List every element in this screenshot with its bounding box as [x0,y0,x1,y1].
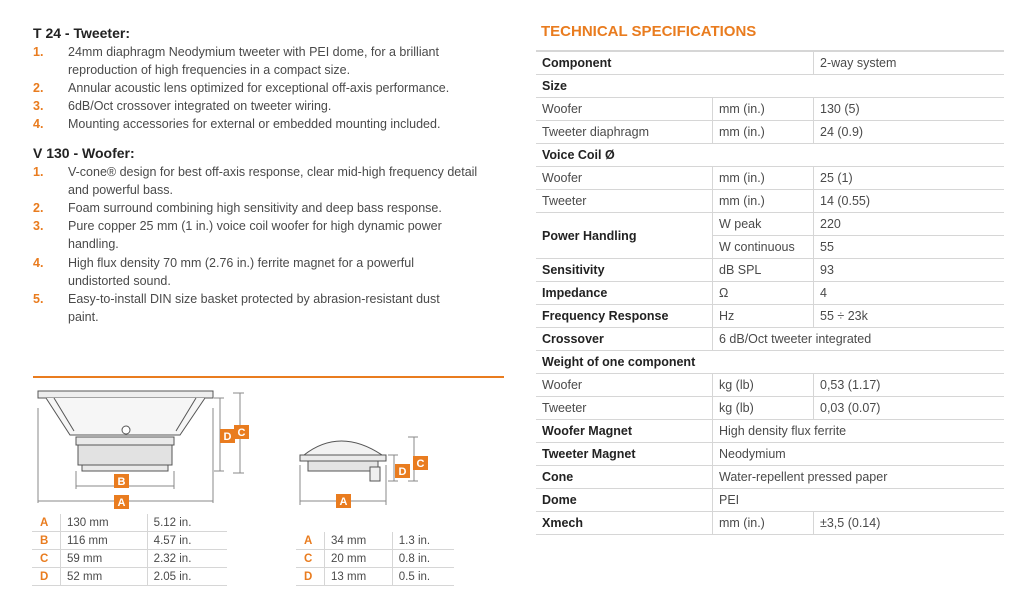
spec-value: 24 (0.9) [814,121,1005,144]
spec-unit: W peak [713,213,814,236]
dim-in: 5.12 in. [147,514,227,532]
table-row [536,75,1004,98]
list-item [33,115,503,133]
list-number: 2. [33,81,44,95]
dim-mm: 52 mm [61,568,148,586]
woofer-dimension-drawing [30,385,255,510]
spec-unit: Ω [713,282,814,305]
spec-value: 130 (5) [814,98,1005,121]
list-text: Foam surround combining high sensitivity and deep bass response. [68,201,442,215]
spec-unit: mm (in.) [713,121,814,144]
list-item [33,254,503,290]
list-number: 5. [33,292,44,306]
spec-group-header: Weight of one component [536,351,1004,374]
spec-unit: kg (lb) [713,397,814,420]
table-row [536,466,1004,489]
dim-key: C [296,550,325,568]
list-text: High flux density 70 mm (2.76 in.) ferrite magnet for a powerful undistorted sound. [68,256,414,288]
spec-group-header: Voice Coil Ø [536,144,1004,167]
list-number: 2. [33,201,44,215]
spec-label: Woofer Magnet [536,420,713,443]
spec-unit: W continuous [713,236,814,259]
list-text: Easy-to-install DIN size basket protected by abrasion-resistant dust paint. [68,292,440,324]
dim-mm: 59 mm [61,550,148,568]
woofer-heading: V 130 - Woofer: [33,145,135,161]
dim-in: 2.32 in. [147,550,227,568]
dim-key: D [32,568,61,586]
table-row [32,568,227,586]
spec-value: 55 ÷ 23k [814,305,1005,328]
dim-in: 0.8 in. [392,550,454,568]
tweeter-dimensions-table [296,532,454,586]
spec-label: Woofer [536,98,713,121]
table-row [536,167,1004,190]
list-number: 3. [33,99,44,113]
dim-mm: 13 mm [325,568,393,586]
drawing-label-a: A [117,497,126,509]
spec-label: Dome [536,489,713,512]
list-item [33,290,503,326]
table-row [536,213,1004,236]
dim-in: 2.05 in. [147,568,227,586]
table-row [536,420,1004,443]
spec-value: Water-repellent pressed paper [713,466,1005,489]
drawing-label-b: B [117,476,126,488]
spec-label: Frequency Response [536,305,713,328]
list-item [33,43,503,79]
spec-label: Component [536,51,814,75]
list-item [33,199,503,217]
spec-value: 55 [814,236,1005,259]
list-text: Mounting accessories for external or embedded mounting included. [68,117,441,131]
spec-label: Xmech [536,512,713,535]
spec-label: Tweeter Magnet [536,443,713,466]
list-item [33,163,503,199]
spec-value: 220 [814,213,1005,236]
table-row [536,443,1004,466]
tweeter-heading: T 24 - Tweeter: [33,25,130,41]
dim-key: D [296,568,325,586]
spec-label: Power Handling [536,213,713,259]
dim-mm: 20 mm [325,550,393,568]
table-row [536,259,1004,282]
table-row [32,532,227,550]
list-item [33,97,503,115]
spec-label: Tweeter [536,397,713,420]
table-row [536,489,1004,512]
list-item [33,217,503,253]
table-row [536,305,1004,328]
spec-value: Neodymium [713,443,1005,466]
section-divider [33,376,504,378]
spec-value: 0,03 (0.07) [814,397,1005,420]
spec-value: ±3,5 (0.14) [814,512,1005,535]
list-text: 24mm diaphragm Neodymium tweeter with PEI dome, for a brilliant reproduction of high frequencies in a compact size. [68,45,439,77]
spec-label: Woofer [536,167,713,190]
dim-key: B [32,532,61,550]
table-row [536,98,1004,121]
spec-unit: dB SPL [713,259,814,282]
list-text: Annular acoustic lens optimized for exceptional off-axis performance. [68,81,450,95]
spec-unit: mm (in.) [713,190,814,213]
spec-unit: mm (in.) [713,98,814,121]
spec-unit: mm (in.) [713,167,814,190]
table-row [536,351,1004,374]
drawing-label-d: D [223,431,232,443]
dim-key: A [296,532,325,550]
spec-value: 93 [814,259,1005,282]
list-item [33,79,503,97]
spec-unit: mm (in.) [713,512,814,535]
table-row [32,550,227,568]
table-row [536,512,1004,535]
table-row [536,374,1004,397]
dim-in: 4.57 in. [147,532,227,550]
tweeter-drawing-label-a: A [339,496,348,508]
table-row [296,568,454,586]
table-row [536,144,1004,167]
spec-value: 14 (0.55) [814,190,1005,213]
specs-table [536,50,1004,535]
dim-mm: 130 mm [61,514,148,532]
table-row [536,397,1004,420]
list-number: 4. [33,117,44,131]
spec-value: PEI [713,489,1005,512]
list-text: V-cone® design for best off-axis response, clear mid-high frequency detail and powerful bass. [68,165,478,197]
spec-group-header: Size [536,75,1004,98]
spec-unit: kg (lb) [713,374,814,397]
table-row [536,328,1004,351]
spec-label: Tweeter diaphragm [536,121,713,144]
spec-value: 6 dB/Oct tweeter integrated [713,328,1005,351]
spec-label: Woofer [536,374,713,397]
spec-value: 25 (1) [814,167,1005,190]
dim-key: C [32,550,61,568]
tweeter-dimension-drawing [290,425,440,515]
drawing-label-c: C [237,427,246,439]
spec-value: 4 [814,282,1005,305]
tweeter-drawing-label-c: C [416,458,425,470]
list-number: 1. [33,165,44,179]
spec-value: 2-way system [814,51,1005,75]
woofer-dimensions-table [32,514,227,586]
dim-mm: 34 mm [325,532,393,550]
table-row [536,121,1004,144]
spec-label: Impedance [536,282,713,305]
spec-label: Sensitivity [536,259,713,282]
specs-title: TECHNICAL SPECIFICATIONS [541,23,757,40]
spec-value: 0,53 (1.17) [814,374,1005,397]
dim-in: 0.5 in. [392,568,454,586]
list-text: Pure copper 25 mm (1 in.) voice coil woofer for high dynamic power handling. [68,219,442,251]
spec-unit: Hz [713,305,814,328]
spec-label: Cone [536,466,713,489]
dim-in: 1.3 in. [392,532,454,550]
dim-mm: 116 mm [61,532,148,550]
dim-key: A [32,514,61,532]
spec-label: Crossover [536,328,713,351]
table-row [296,532,454,550]
table-row [536,190,1004,213]
tweeter-drawing-label-d: D [398,466,407,478]
list-number: 3. [33,219,44,233]
spec-label: Tweeter [536,190,713,213]
list-number: 1. [33,45,44,59]
table-row [296,550,454,568]
list-number: 4. [33,256,44,270]
table-row [32,514,227,532]
table-row [536,282,1004,305]
spec-value: High density flux ferrite [713,420,1005,443]
table-row [536,51,1004,75]
list-text: 6dB/Oct crossover integrated on tweeter wiring. [68,99,332,113]
